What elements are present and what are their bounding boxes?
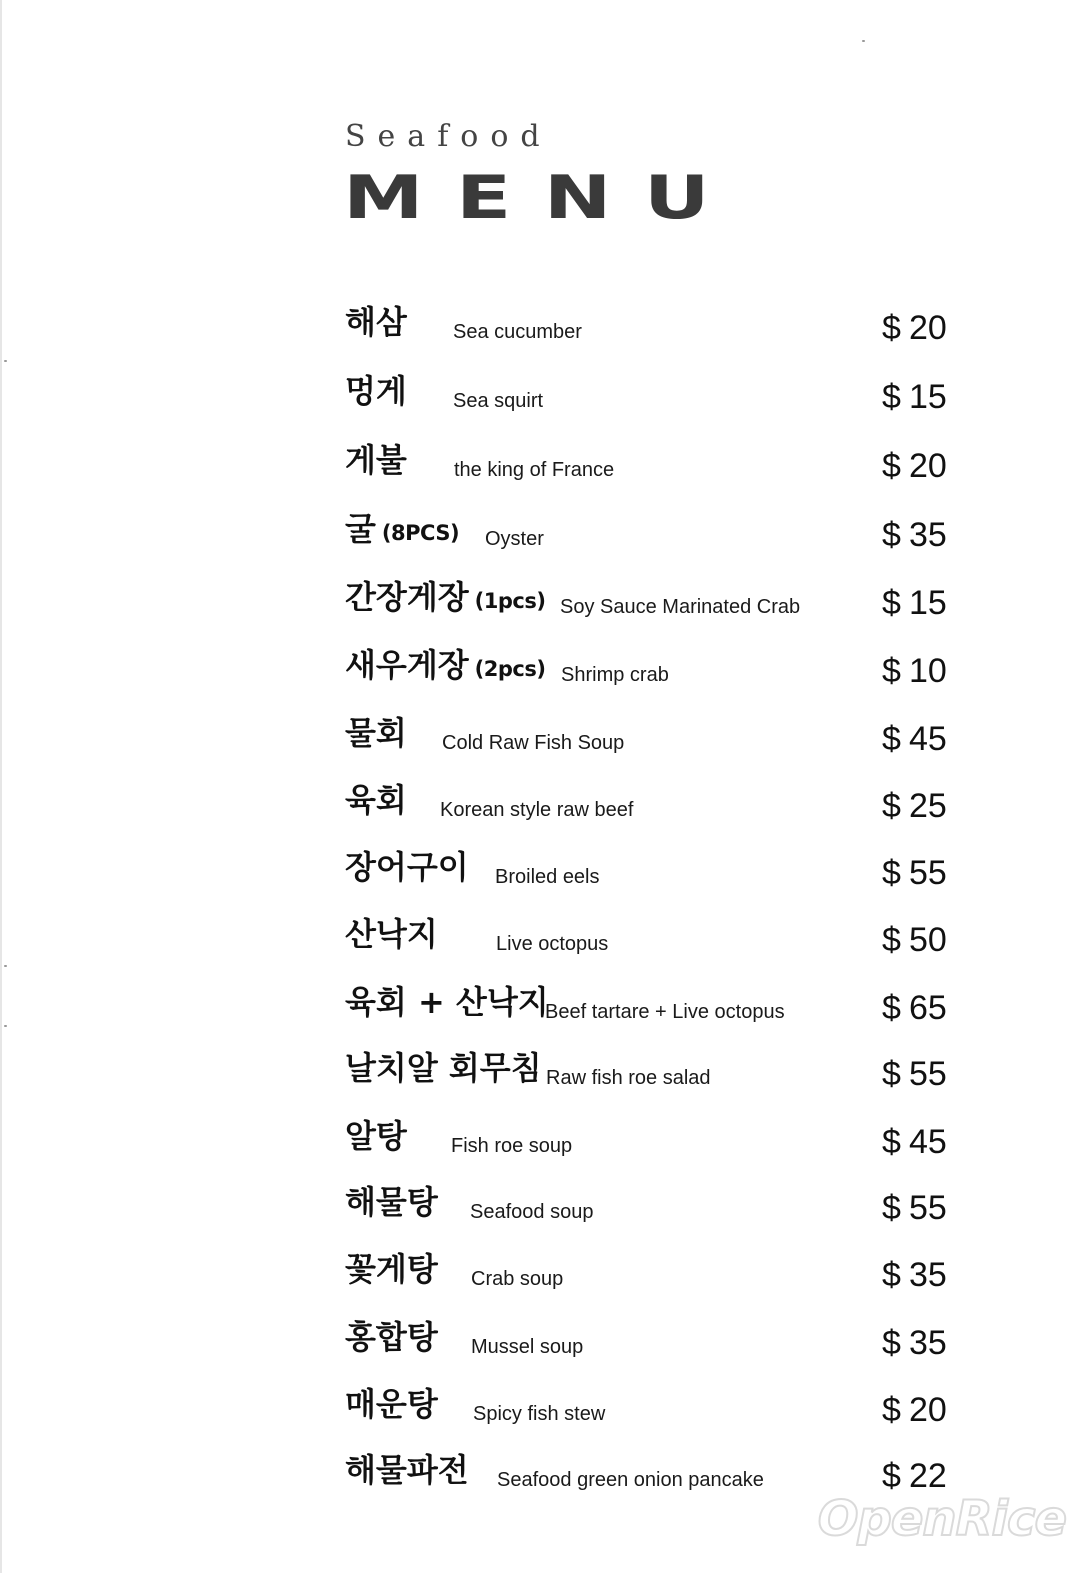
currency-symbol: $ xyxy=(882,1324,901,1362)
item-english-name: Oyster xyxy=(485,528,544,550)
price-value: 10 xyxy=(909,652,947,690)
menu-item xyxy=(345,835,965,895)
scan-speck xyxy=(4,1025,7,1027)
menu-item xyxy=(345,1372,965,1432)
price-value: 55 xyxy=(909,1189,947,1227)
item-korean-name: 장어구이 xyxy=(345,848,469,886)
price-value: 35 xyxy=(909,1256,947,1294)
item-english-name: Seafood soup xyxy=(470,1201,594,1223)
menu-item xyxy=(345,428,965,488)
currency-symbol: $ xyxy=(882,309,901,347)
menu-item xyxy=(345,1104,965,1164)
korean-text: 굴 xyxy=(345,510,376,548)
menu-item xyxy=(345,1170,965,1230)
item-korean-name: 홍합탕 xyxy=(345,1318,438,1356)
item-price xyxy=(882,449,957,483)
item-english-name: Soy Sauce Marinated Crab xyxy=(560,596,801,618)
price-value: 25 xyxy=(909,787,947,825)
item-english-name: Cold Raw Fish Soup xyxy=(442,732,625,754)
item-korean-name xyxy=(345,510,460,548)
item-english-name: Beef tartare + Live octopus xyxy=(545,1001,785,1023)
item-price xyxy=(882,991,957,1025)
price-value: 35 xyxy=(909,1324,947,1362)
currency-symbol: $ xyxy=(882,854,901,892)
item-korean-name: 해삼 xyxy=(345,303,407,341)
korean-text: 간장게장 xyxy=(345,578,469,616)
item-english-name: the king of France xyxy=(454,459,615,481)
price-value: 65 xyxy=(909,989,947,1027)
item-english-name: Sea cucumber xyxy=(453,321,582,343)
item-price xyxy=(882,1191,957,1225)
price-value: 22 xyxy=(909,1457,947,1495)
currency-symbol: $ xyxy=(882,652,901,690)
menu-item xyxy=(345,359,965,419)
menu-item xyxy=(345,768,965,828)
item-price xyxy=(882,1057,957,1091)
currency-symbol: $ xyxy=(882,1256,901,1294)
item-english-name: Raw fish roe salad xyxy=(546,1067,711,1089)
item-english-name: Broiled eels xyxy=(495,866,600,888)
item-price xyxy=(882,1326,957,1360)
item-korean-name: 날치알 회무침 xyxy=(345,1049,542,1087)
menu-item xyxy=(345,1438,965,1498)
item-price xyxy=(882,518,957,552)
openrice-watermark: OpenRice xyxy=(817,1491,1066,1547)
menu-item xyxy=(345,1036,965,1096)
item-korean-name: 알탕 xyxy=(345,1117,407,1155)
item-korean-name xyxy=(345,578,546,616)
menu-item xyxy=(345,970,965,1030)
price-value: 15 xyxy=(909,584,947,622)
currency-symbol: $ xyxy=(882,1457,901,1495)
item-english-name: Spicy fish stew xyxy=(473,1403,606,1425)
menu-item xyxy=(345,1237,965,1297)
item-price xyxy=(882,1459,957,1493)
item-korean-name: 산낙지 xyxy=(345,915,438,953)
page-edge xyxy=(0,0,2,1573)
item-english-name: Seafood green onion pancake xyxy=(497,1469,764,1491)
price-value: 45 xyxy=(909,1123,947,1161)
item-price xyxy=(882,1125,957,1159)
item-korean-name: 해물탕 xyxy=(345,1183,438,1221)
scan-speck xyxy=(862,40,865,42)
price-value: 50 xyxy=(909,921,947,959)
currency-symbol: $ xyxy=(882,720,901,758)
item-price xyxy=(882,1393,957,1427)
item-price xyxy=(882,856,957,890)
menu-item xyxy=(345,565,965,625)
price-value: 20 xyxy=(909,1391,947,1429)
item-korean-name: 해물파전 xyxy=(345,1451,469,1489)
price-value: 55 xyxy=(909,854,947,892)
item-korean-name: 매운탕 xyxy=(345,1385,438,1423)
item-korean-name xyxy=(345,646,546,684)
item-english-name: Shrimp crab xyxy=(561,664,669,686)
item-korean-name: 육회 + 산낙지 xyxy=(345,983,549,1021)
item-price xyxy=(882,380,957,414)
item-english-name: Live octopus xyxy=(496,933,609,955)
currency-symbol: $ xyxy=(882,1055,901,1093)
currency-symbol: $ xyxy=(882,1189,901,1227)
scan-speck xyxy=(4,965,7,967)
currency-symbol: $ xyxy=(882,378,901,416)
price-value: 20 xyxy=(909,447,947,485)
price-value: 20 xyxy=(909,309,947,347)
item-korean-name: 꽃게탕 xyxy=(345,1250,438,1288)
currency-symbol: $ xyxy=(882,921,901,959)
item-korean-name: 게불 xyxy=(345,441,407,479)
item-english-name: Korean style raw beef xyxy=(440,799,634,821)
price-value: 55 xyxy=(909,1055,947,1093)
item-english-name: Crab soup xyxy=(471,1268,564,1290)
scan-speck xyxy=(4,360,7,362)
item-price xyxy=(882,789,957,823)
item-price xyxy=(882,586,957,620)
currency-symbol: $ xyxy=(882,989,901,1027)
currency-symbol: $ xyxy=(882,447,901,485)
item-price xyxy=(882,311,957,345)
menu-item xyxy=(345,633,965,693)
currency-symbol: $ xyxy=(882,1123,901,1161)
item-english-name: Fish roe soup xyxy=(451,1135,573,1157)
menu-title: MENU xyxy=(343,163,743,233)
menu-subtitle: Seafood xyxy=(345,119,552,154)
price-value: 35 xyxy=(909,516,947,554)
item-price xyxy=(882,654,957,688)
item-price xyxy=(882,1258,957,1292)
item-korean-name: 물회 xyxy=(345,714,407,752)
item-price xyxy=(882,722,957,756)
price-value: 15 xyxy=(909,378,947,416)
currency-symbol: $ xyxy=(882,1391,901,1429)
currency-symbol: $ xyxy=(882,584,901,622)
korean-text: 새우게장 xyxy=(345,646,469,684)
menu-item xyxy=(345,1305,965,1365)
item-english-name: Mussel soup xyxy=(471,1336,584,1358)
item-quantity: (1pcs) xyxy=(474,589,546,613)
menu-item xyxy=(345,701,965,761)
currency-symbol: $ xyxy=(882,516,901,554)
item-quantity: (8PCS) xyxy=(381,521,460,545)
item-quantity: (2pcs) xyxy=(474,657,546,681)
item-english-name: Sea squirt xyxy=(453,390,544,412)
item-price xyxy=(882,923,957,957)
currency-symbol: $ xyxy=(882,787,901,825)
item-korean-name: 멍게 xyxy=(345,372,407,410)
menu-item xyxy=(345,902,965,962)
item-korean-name: 육회 xyxy=(345,781,407,819)
menu-item xyxy=(345,290,965,350)
menu-item xyxy=(345,497,965,557)
price-value: 45 xyxy=(909,720,947,758)
